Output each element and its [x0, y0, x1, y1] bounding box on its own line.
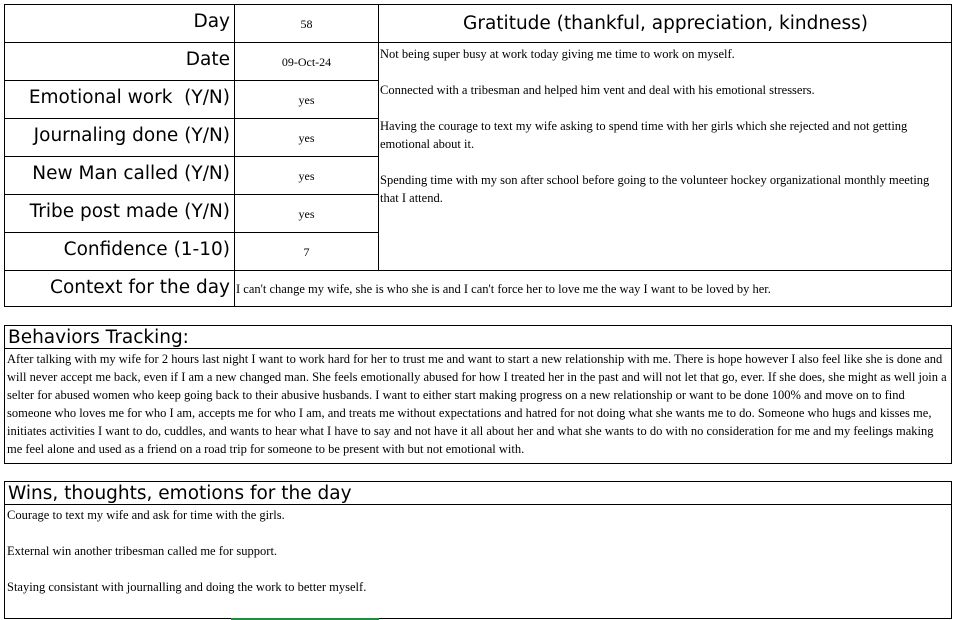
wins-list[interactable] — [5, 505, 951, 596]
wins-item: Staying consistant with journalling and doing the work to better myself. — [7, 580, 367, 594]
value-date[interactable]: 09-Oct-24 — [281, 55, 332, 69]
grid-row-divider — [5, 232, 379, 233]
label-context: Context for the day — [50, 277, 230, 298]
gratitude-title: Gratitude (thankful, appreciation, kindness) — [463, 13, 868, 34]
grid-row-divider — [5, 156, 379, 157]
daily-tracker-grid — [4, 4, 952, 307]
gratitude-item: Having the courage to text my wife asking to spend time with her girls which she rejected and not getting emotional about it. — [380, 119, 908, 151]
label-day: Day — [193, 11, 230, 32]
context-row-divider — [5, 270, 952, 271]
wins-item: Courage to text my wife and ask for time with the girls. — [7, 508, 285, 522]
label-new-man-called: New Man called (Y/N) — [32, 163, 230, 184]
behaviors-paragraph: After talking with my wife for 2 hours last night I want to work hard for her to trust me and want to start a new relationship with me. There is hope however I also feel like she is done and will never accept me back, even if I am a new changed man. She feels emotionally abused for how I treated her in the past and will not let that go, ever. If she does, she might as well join a selter for abused women who keep going back to their abusive husbands. I want to either start making progress on a new relationship or want to be done 100% and move on to find someone who loves me for who I am, accepts me for who I am, and treats me without expectations and hatred for not doing what she wants me to do. Someone who hugs and kisses me, initiates activities I want to do, cuddles, and wants to hear what I have to say and not have it all about her and what she wants to do with no consideration for me and my feelings making me feel alone and used as a friend on a road trip for someone to be present with but not emotional with. — [7, 352, 947, 456]
grid-row-divider — [5, 194, 379, 195]
behaviors-text[interactable] — [5, 349, 951, 458]
behaviors-title: Behaviors Tracking: — [5, 326, 951, 349]
gratitude-list[interactable] — [380, 45, 950, 225]
grid-divider-value — [378, 5, 379, 270]
gratitude-item: Not being super busy at work today giving me time to work on myself. — [380, 47, 735, 61]
value-journaling[interactable]: yes — [298, 131, 315, 145]
value-emotional-work[interactable]: yes — [298, 93, 315, 107]
value-new-man-called[interactable]: yes — [298, 169, 315, 183]
label-tribe-post: Tribe post made (Y/N) — [29, 201, 230, 222]
label-emotional-work: Emotional work (Y/N) — [28, 87, 230, 108]
label-journaling: Journaling done (Y/N) — [33, 125, 230, 146]
gratitude-item: Spending time with my son after school before going to the volunteer hockey organizational monthly meeting that I attend. — [380, 173, 930, 205]
behaviors-section — [4, 325, 952, 464]
value-confidence[interactable]: 7 — [303, 245, 310, 259]
wins-section — [4, 481, 952, 619]
context-text[interactable]: I can't change my wife, she is who she is and I can't force her to love me the way I want to be loved by her. — [236, 282, 771, 296]
grid-row-divider — [5, 80, 379, 81]
wins-item: External win another tribesman called me for support. — [7, 544, 278, 558]
value-tribe-post[interactable]: yes — [298, 207, 315, 221]
grid-row-divider — [5, 118, 379, 119]
label-date: Date — [185, 49, 230, 70]
wins-title: Wins, thoughts, emotions for the day — [5, 482, 951, 505]
gratitude-title-divider — [378, 42, 952, 43]
value-day[interactable]: 58 — [300, 17, 313, 31]
grid-row-divider — [5, 42, 379, 43]
label-confidence: Confidence (1-10) — [63, 239, 230, 260]
gratitude-item: Connected with a tribesman and helped him vent and deal with his emotional stressers. — [380, 83, 815, 97]
